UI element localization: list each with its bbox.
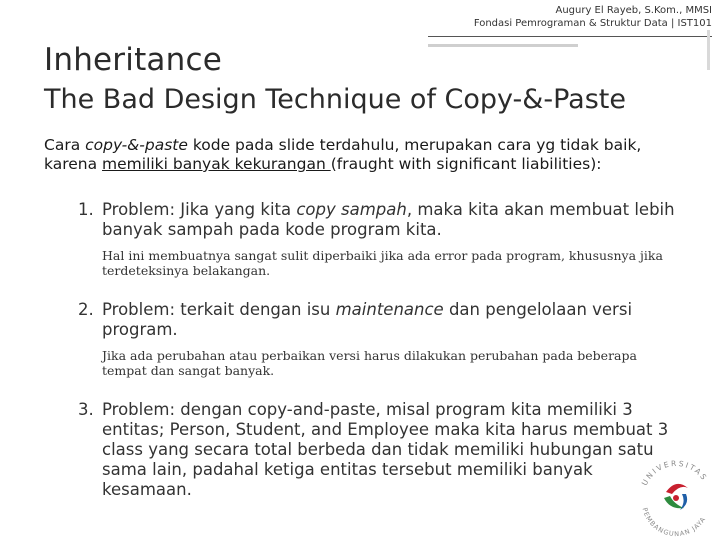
university-logo bbox=[630, 448, 720, 540]
problem-list bbox=[78, 200, 678, 500]
item-subtext: Hal ini membuatnya sangat sulit diperbaiki jika ada error pada program, khususnya jika terdeteksinya belakangan. bbox=[102, 248, 663, 278]
item-text: Problem: dengan copy-and-paste, misal program kita memiliki 3 entitas; Person, Student, and Employee maka kita harus membuat 3 class yang secara total berbeda dan tidak memiliki hubungan satu sama lain, padahal ketiga entitas tersebut memiliki banyak kesamaan. bbox=[102, 400, 669, 499]
list-item bbox=[78, 300, 678, 378]
author-line: Augury El Rayeb, S.Kom., MMSI bbox=[555, 5, 712, 16]
list-item bbox=[78, 400, 678, 500]
vertical-accent-bar bbox=[707, 30, 710, 70]
course-line: Fondasi Pemrograman & Struktur Data | IST101 bbox=[473, 18, 712, 29]
list-item bbox=[78, 200, 678, 278]
item-italic: copy sampah bbox=[296, 200, 407, 219]
item-number: 2. bbox=[78, 300, 94, 319]
intro-text-3: (fraught with significant liabilities): bbox=[330, 155, 602, 173]
item-subtext: Jika ada perubahan atau perbaikan versi harus dilakukan perubahan pada beberapa tempat dan sangat banyak. bbox=[102, 348, 637, 378]
intro-paragraph bbox=[44, 136, 684, 174]
slide-title: Inheritance bbox=[44, 42, 222, 78]
item-text bbox=[102, 200, 678, 240]
header-divider bbox=[428, 36, 712, 37]
item-number: 1. bbox=[78, 200, 94, 219]
intro-italic: copy-&-paste bbox=[85, 136, 188, 154]
intro-underlined: memiliki banyak kekurangan bbox=[102, 155, 331, 173]
item-italic: maintenance bbox=[335, 300, 444, 319]
logo-text-top: UNIVERSITAS bbox=[639, 458, 710, 488]
intro-text-1: Cara bbox=[44, 136, 86, 154]
item-number: 3. bbox=[78, 400, 94, 419]
logo-text-bottom: PEMBANGUNAN JAYA bbox=[640, 506, 708, 539]
slide-subtitle: The Bad Design Technique of Copy-&-Paste bbox=[44, 84, 626, 115]
logo-emblem-icon bbox=[664, 484, 688, 510]
item-text-b: dan pengelolaan versi program. bbox=[102, 300, 633, 339]
svg-text:UNIVERSITAS bbox=[640, 459, 709, 487]
item-text-b: , maka kita akan membuat lebih banyak sampah pada kode program kita. bbox=[102, 200, 675, 239]
item-text-a: Problem: terkait dengan isu bbox=[102, 300, 336, 319]
item-text bbox=[102, 300, 678, 340]
intro-text-2: kode pada slide terdahulu, merupakan cara yg tidak baik, karena bbox=[44, 136, 642, 173]
header-accent-bar bbox=[428, 44, 578, 47]
item-text-a: Problem: Jika yang kita bbox=[102, 200, 297, 219]
slide-header bbox=[474, 4, 712, 30]
svg-text:PEMBANGUNAN JAYA bbox=[641, 507, 708, 538]
